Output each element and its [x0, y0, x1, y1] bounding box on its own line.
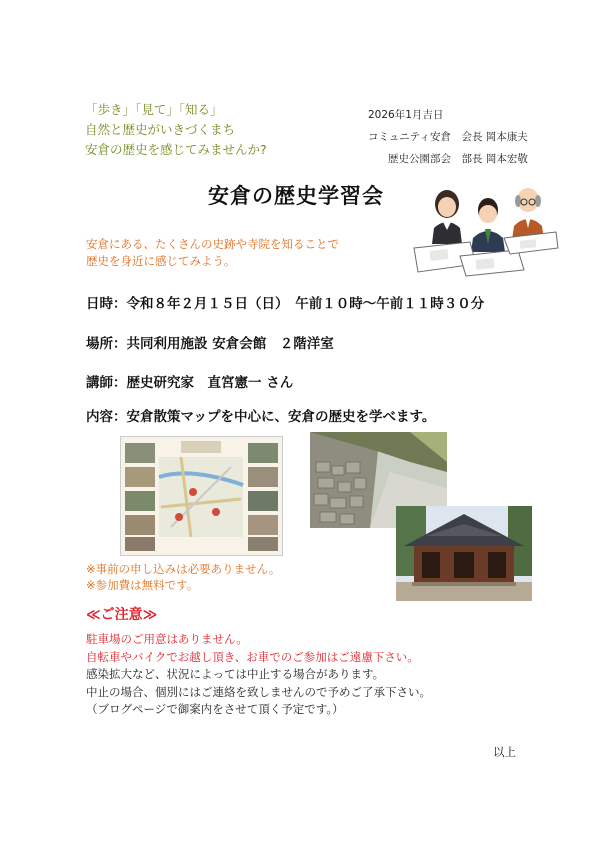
shrine-photo: [396, 506, 532, 601]
caution-line: 駐車場のご用意はありません。: [86, 632, 248, 646]
event-place: 場所：共同利用施設 安倉会館 ２階洋室: [86, 336, 334, 352]
person-man-icon: [471, 198, 505, 252]
caution-line: （ブログページで御案内をさせて頂く予定です。）: [86, 702, 344, 716]
issue-date: 2026年1月吉日: [368, 109, 444, 121]
intro-line: 歴史を身近に感じてみよう。: [86, 254, 236, 268]
event-datetime: 日時：令和８年２月１５日（日） 午前１０時～午前１１時３０分: [86, 296, 485, 312]
person-woman-icon: [432, 190, 462, 244]
caution-line: 中止の場合、個別にはご連絡を致しませんので予めご了承下さい。: [86, 684, 431, 699]
tagline-line: 安倉の歴史を感じてみませんか?: [85, 142, 267, 157]
students-illustration: [410, 182, 560, 277]
note-line: ※事前の申し込みは必要ありません。: [86, 562, 281, 576]
page-title: 安倉の歴史学習会: [208, 184, 384, 208]
tagline-line: 自然と歴史がいきづくまち: [85, 122, 236, 137]
event-content: 内容：安倉散策マップを中心に、安倉の歴史を学べます。: [86, 409, 436, 425]
tagline: [85, 100, 267, 160]
note-line: ※参加費は無料です。: [86, 578, 199, 592]
organizer-1: コミュニティ安倉 会長 岡本康夫: [368, 131, 528, 143]
organizer-2: 歴史公園部会 部長 岡本宏敬: [388, 153, 528, 165]
event-lecturer: 講師：歴史研究家 直宮憲一 さん: [86, 375, 294, 391]
notes: [86, 561, 280, 593]
walking-map-image: [120, 436, 283, 556]
caution-list: [86, 631, 431, 719]
tagline-line: 「歩き」「見て」「知る」: [85, 102, 223, 117]
caution-line: 感染拡大など、状況によっては中止する場合があります。: [86, 667, 385, 681]
person-elder-icon: [512, 188, 544, 240]
header-info: [368, 104, 528, 170]
intro-line: 安倉にある、たくさんの史跡や寺院を知ることで: [86, 237, 339, 251]
caution-heading: ≪ご注意≫: [86, 607, 158, 623]
intro-text: [86, 236, 339, 270]
closing-text: 以上: [493, 745, 516, 759]
caution-line: 自転車やバイクでお越し頂き、お車でのご参加はご遠慮下さい。: [86, 649, 419, 664]
